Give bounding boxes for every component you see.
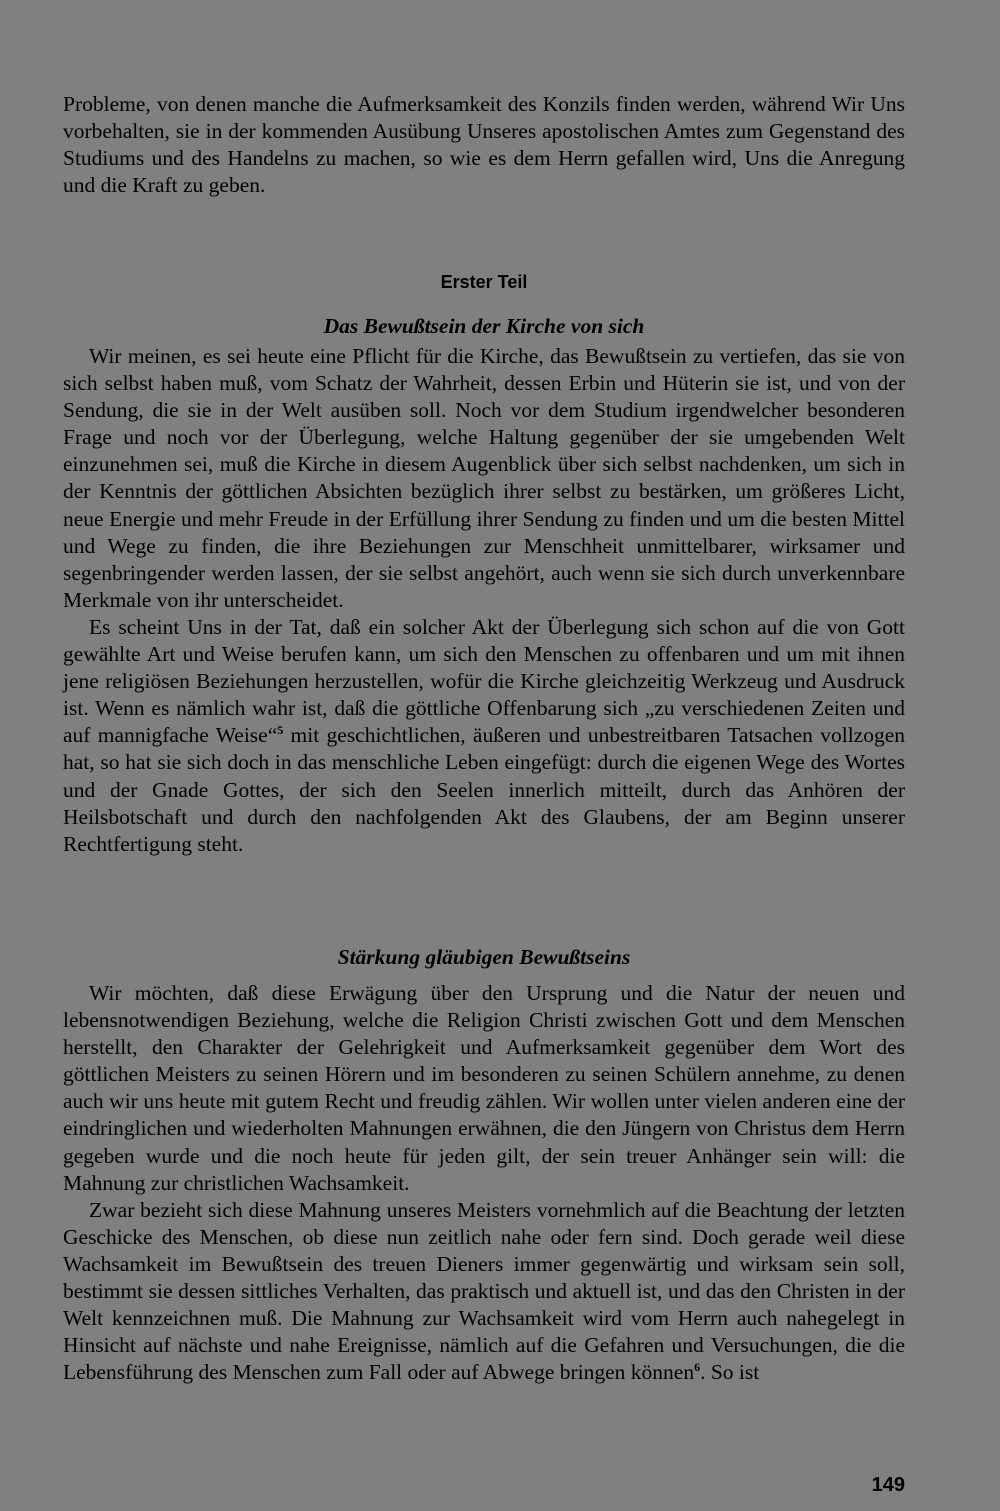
section-2-body [63, 980, 905, 1386]
section-1-body [63, 343, 905, 858]
intro-paragraph: Probleme, von denen manche die Aufmerksamkeit des Konzils finden werden, während Wir Uns vorbehalten, sie in der kommenden Ausübung Unseres apostolischen Amtes zum Gegenstand des Studiums und des Handelns zu machen, so wie es dem Herrn gefallen wird, Uns die Anregung und die Kraft zu geben. [63, 92, 905, 198]
section-1-paragraph-2-text-a: Es scheint Uns in der Tat, daß ein solcher Akt der Überlegung sich schon auf die von Gott gewählte Art und Weise berufen kann, um sich den Menschen zu offenbaren und um mit ihnen jene religiösen Beziehungen herzustellen, wofür die Kirche gleichzeitig Werkzeug und Ausdruck ist. Wenn es nämlich wahr ist, daß die göttliche Offenbarung sich „zu verschiedenen Zeiten und auf mannigfache Weise“ [63, 614, 905, 748]
page-number: 149 [871, 1474, 905, 1496]
part-heading: Erster Teil [440, 272, 528, 292]
section-1-paragraph-2-text-b: mit geschichtlichen, äußeren und unbestreitbaren Tatsachen vollzogen hat, so hat sie sich doch in das menschliche Leben eingefügt: durch die eigenen Wege des Wortes und der Gnade Gottes, der sich den Seelen innerlich mitteilt, durch das Anhören der Heilsbotschaft und durch den nachfolgenden Akt des Glaubens, der am Beginn unserer Rechtfertigung steht. [63, 723, 905, 856]
footnote-marker-6: 6 [694, 1360, 701, 1375]
book-page [63, 0, 905, 1511]
section-1-heading: Das Bewußtsein der Kirche von sich [323, 314, 645, 338]
section-1-paragraph-2 [63, 614, 905, 858]
section-2-paragraph-1: Wir möchten, daß diese Erwägung über den Ursprung und die Natur der neuen und lebensnotwendigen Beziehung, welche die Religion Christi zwischen Gott und dem Menschen herstellt, den Charakter der Gelehrigkeit und Aufmerksamkeit gegenüber dem Wort des göttlichen Meisters zu seinen Hörern und im besonderen zu seinen Schülern annehme, zu denen auch wir uns heute mit gutem Recht und freudig zählen. Wir wollen unter vielen anderen eine der eindringlichen und wiederholten Mahnungen erwähnen, die den Jüngern von Christus dem Herrn gegeben wurde und die noch heute für jeden gilt, der sein treuer Anhänger sein will: die Mahnung zur christlichen Wachsamkeit. [63, 981, 905, 1195]
section-2-paragraph-2 [63, 1197, 905, 1387]
section-1-paragraph-1: Wir meinen, es sei heute eine Pflicht für die Kirche, das Bewußtsein zu vertiefen, das sie von sich selbst haben muß, vom Schatz der Wahrheit, dessen Erbin und Hüterin sie ist, und von der Sendung, die sie in der Welt ausüben soll. Noch vor dem Studium irgendwelcher besonderen Frage und noch vor der Überlegung, welche Haltung gegenüber der sie umgebenden Welt einzunehmen sei, muß die Kirche in diesem Augenblick über sich selbst nachdenken, um sich in der Kenntnis der göttlichen Absichten bezüglich ihrer selbst zu bestärken, um größeres Licht, neue Energie und mehr Freude in der Erfüllung ihrer Sendung zu finden und um die besten Mittel und Wege zu finden, die ihre Beziehungen zur Menschheit unmittelbarer, wirksamer und segenbringender werden lassen, der sie selbst angehört, auch wenn sie sich durch unverkennbare Merkmale von ihr unterscheidet. [63, 344, 905, 612]
section-2-paragraph-2-text-b: . So ist [700, 1360, 760, 1385]
section-2-heading: Stärkung gläubigen Bewußtseins [337, 945, 631, 969]
section-2-paragraph-2-text-a: Zwar bezieht sich diese Mahnung unseres Meisters vornehmlich auf die Beachtung der letzten Geschicke des Menschen, ob diese nun zeitlich nahe oder fern sind. Doch gerade weil diese Wachsamkeit im Bewußtsein des treuen Dieners immer gegenwärtig und wirksam sein soll, bestimmt sie dessen sittliches Verhalten, das praktisch und aktuell ist, und das den Christen in der Welt kennzeichnen muß. Die Mahnung zur Wachsamkeit wird vom Herrn auch nahegelegt in Hinsicht auf nächste und nahe Ereignisse, nämlich auf die Gefahren und Versuchungen, die die Lebensführung des Menschen zum Fall oder auf Abwege bringen können [63, 1197, 905, 1385]
footnote-marker-5: 5 [277, 723, 284, 738]
